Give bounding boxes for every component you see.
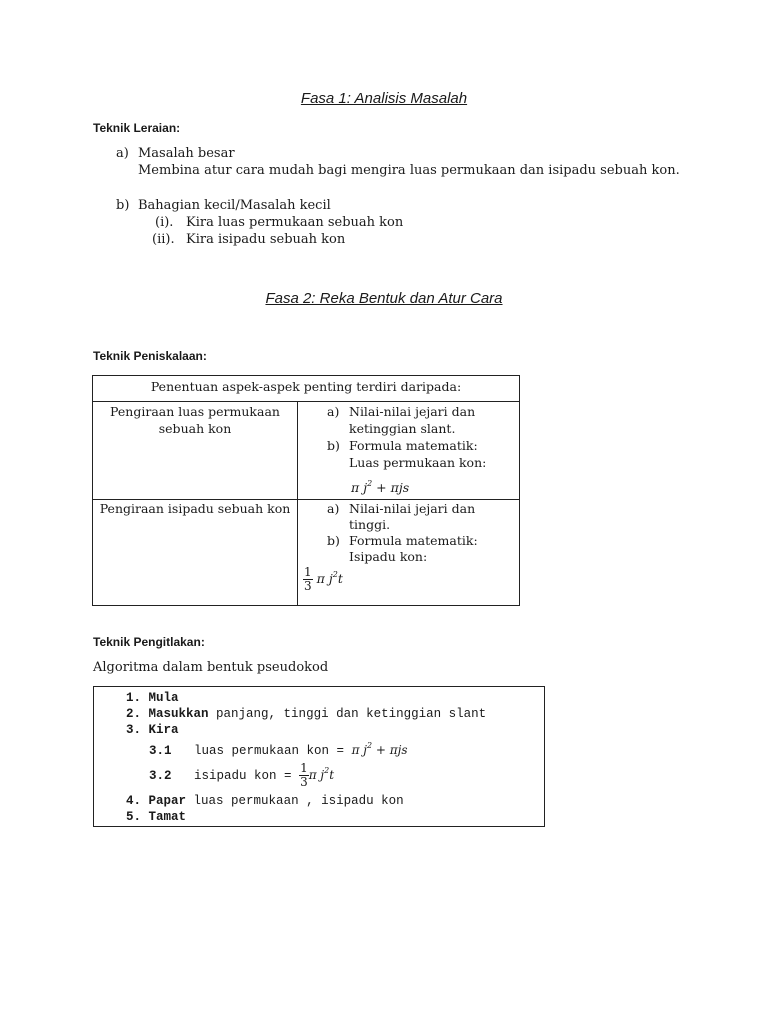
table-cell-text: Nilai-nilai jejari dan (349, 404, 476, 419)
table-cell-text: Luas permukaan kon: (349, 455, 487, 470)
aspects-table (92, 375, 520, 606)
table-cell-text: Formula matematik: (349, 438, 478, 453)
table-cell-text: Isipadu kon: (349, 549, 428, 564)
subitem-marker: (i). (155, 215, 174, 230)
pseudocode-line: 3.2 isipadu kon = $\frac{1}{3}$ π $j^2t$ (149, 761, 335, 789)
pseudocode-line: 4. Papar luas permukaan , isipadu kon (126, 794, 404, 808)
phase2-title: Fasa 2: Reka Bentuk dan Atur Cara (265, 290, 503, 307)
generalisation-label: Teknik Pengitlakan: (93, 635, 205, 649)
subitem-text: Kira luas permukaan sebuah kon (186, 215, 404, 230)
phase1-title: Fasa 1: Analisis Masalah (300, 90, 468, 107)
subitem-text: Kira isipadu sebuah kon (186, 232, 346, 247)
item-b-heading: Bahagian kecil/Masalah kecil (138, 198, 331, 213)
table-cell-text: Nilai-nilai jejari dan (349, 501, 476, 516)
item-a-marker: a) (116, 146, 129, 161)
surface-area-formula: π $j^2 + \pi js$ (351, 479, 410, 495)
item-b-marker: b) (116, 198, 130, 213)
item-a-heading: Masalah besar (138, 146, 235, 161)
table-cell-text: tinggi. (349, 517, 391, 532)
list-marker: a) (327, 404, 340, 419)
table-row-label: Pengiraan isipadu sebuah kon (99, 501, 291, 516)
list-marker: a) (327, 501, 340, 516)
table-header: Penentuan aspek-aspek penting terdiri daripada: (150, 379, 462, 394)
item-a-detail: Membina atur cara mudah bagi mengira luas permukaan dan isipadu sebuah kon. (138, 163, 680, 178)
decomposition-label: Teknik Leraian: (93, 121, 181, 135)
pseudocode-line: 3. Kira (126, 723, 179, 737)
algorithm-intro: Algoritma dalam bentuk pseudokod (93, 660, 329, 675)
pseudocode-box (93, 686, 545, 827)
list-marker: b) (327, 438, 340, 453)
subitem-marker: (ii). (152, 232, 175, 247)
pseudocode-line: 5. Tamat (126, 810, 187, 824)
pseudocode-line: 3.1 luas permukaan kon = π $j^2 + \pi js$ (149, 741, 408, 758)
table-cell-text: ketinggian slant. (349, 421, 456, 436)
table-cell-text: Formula matematik: (349, 533, 478, 548)
scaling-label: Teknik Peniskalaan: (93, 349, 207, 363)
list-marker: b) (327, 533, 340, 548)
pseudocode-line: 1. Mula (126, 691, 179, 705)
volume-formula: $\frac{1}{3}$ π $j^2t$ (304, 565, 343, 593)
pseudocode-line: 2. Masukkan panjang, tinggi dan ketinggian slant (126, 707, 487, 721)
table-row-label: Pengiraan luas permukaan sebuah kon (110, 404, 280, 436)
